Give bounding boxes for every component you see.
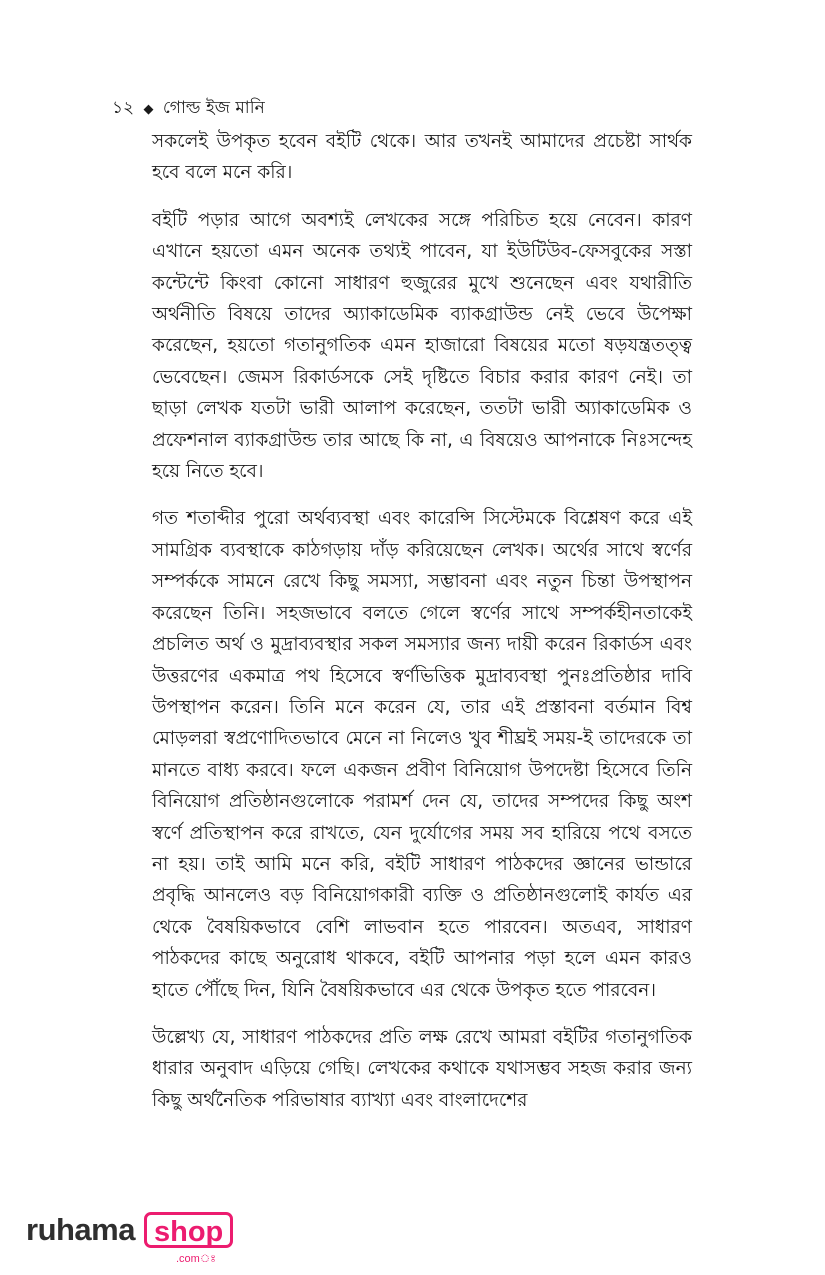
paragraph-3: গত শতাব্দীর পুরো অর্থব্যবস্থা এবং কারেন্সি সিস্টেমকে বিশ্লেষণ করে এই সামগ্রিক ব্যবস্থাকে কাঠগড়ায় দাঁড় করিয়েছেন লেখক। অর্থের সাথে স্বর্ণের সম্পর্ককে সামনে রেখে কিছু সমস্যা, সম্ভাবনা এবং নতুন চিন্তা উপস্থাপন করেছেন তিনি। সহজভাবে বলতে গেলে স্বর্ণের সাথে সম্পর্কহীনতাকেই প্রচলিত অর্থ ও মুদ্রাব্যবস্থার সকল সমস্যার জন্য দায়ী করেন রিকার্ডস এবং উত্তরণের একমাত্র পথ হিসেবে স্বর্ণভিত্তিক মুদ্রাব্যবস্থা পুনঃপ্রতিষ্ঠার দাবি উপস্থাপন করেন। তিনি মনে করেন যে, তার এই প্রস্তাবনা বর্তমান বিশ্ব মোড়লরা স্বপ্রণোদিতভাবে মেনে না নিলেও খুব শীঘ্রই সময়-ই তাদেরকে তা মানতে বাধ্য করবে। ফলে একজন প্রবীণ বিনিয়োগ উপদেষ্টা হিসেবে তিনি বিনিয়োগ প্রতিষ্ঠানগুলোকে পরামর্শ দেন যে, তাদের সম্পদের কিছু অংশ স্বর্ণে প্রতিস্থাপন করে রাখতে, যেন দুর্যোগের সময় সব হারিয়ে পথে বসতে না হয়। তাই আমি মনে করি, বইটি সাধারণ পাঠকদের জ্ঞানের ভান্ডারে প্রবৃদ্ধি আনলেও বড় বিনিয়োগকারী ব্যক্তি ও প্রতিষ্ঠানগুলোই কার্যত এর থেকে বৈষয়িকভাবে বেশি লাভবান হতে পারবেন। অতএব, সাধারণ পাঠকদের কাছে অনুরোধ থাকবে, বইটি আপনার পড়া হলে এমন কারও হাতে পৌঁছে দিন, যিনি বৈষয়িকভাবে এর থেকে উপকৃত হতে পারবেন। <box>152 508 692 1001</box>
paragraph-4: উল্লেখ্য যে, সাধারণ পাঠকদের প্রতি লক্ষ রেখে আমরা বইটির গতানুগতিক ধারার অনুবাদ এড়িয়ে গেছি। লেখকের কথাকে যথাসম্ভব সহজ করার জন্য কিছু অর্থনৈতিক পরিভাষার ব্যাখ্যা এবং বাংলাদেশের <box>152 1026 692 1111</box>
logo-shop-badge: shop <box>144 1212 233 1248</box>
ruhamashop-logo <box>26 1210 226 1266</box>
body-text <box>152 126 692 1132</box>
running-title: গোল্ড ইজ মানি <box>162 98 265 118</box>
logo-domain-text: .comঃ <box>176 1253 217 1265</box>
diamond-separator-icon: ◆ <box>143 102 154 117</box>
logo-brand-text: ruhama <box>26 1212 135 1247</box>
paragraph-2: বইটি পড়ার আগে অবশ্যই লেখকের সঙ্গে পরিচিত হয়ে নেবেন। কারণ এখানে হয়তো এমন অনেক তথ্যই পাবেন, যা ইউটিউব-ফেসবুকের সস্তা কন্টেন্টে কিংবা কোনো সাধারণ হুজুরের মুখে শুনেছেন এবং যথারীতি অর্থনীতি বিষয়ে তাদের অ্যাকাডেমিক ব্যাকগ্রাউন্ড নেই ভেবে উপেক্ষা করেছেন, হয়তো গতানুগতিক এমন হাজারো বিষয়ের মতো ষড়যন্ত্রতত্ত্ব ভেবেছেন। জেমস রিকার্ডসকে সেই দৃষ্টিতে বিচার করার কারণ নেই। তা ছাড়া লেখক যতটা ভারী আলাপ করেছেন, ততটা ভারী অ্যাকাডেমিক ও প্রফেশনাল ব্যাকগ্রাউন্ড তার আছে কি না, এ বিষয়েও আপনাকে নিঃসন্দেহ হয়ে নিতে হবে। <box>152 209 692 483</box>
page-header <box>112 96 265 122</box>
paragraph-1: সকলেই উপকৃত হবেন বইটি থেকে। আর তখনই আমাদের প্রচেষ্টা সার্থক হবে বলে মনে করি। <box>152 131 692 184</box>
page-number: ১২ <box>112 98 135 118</box>
